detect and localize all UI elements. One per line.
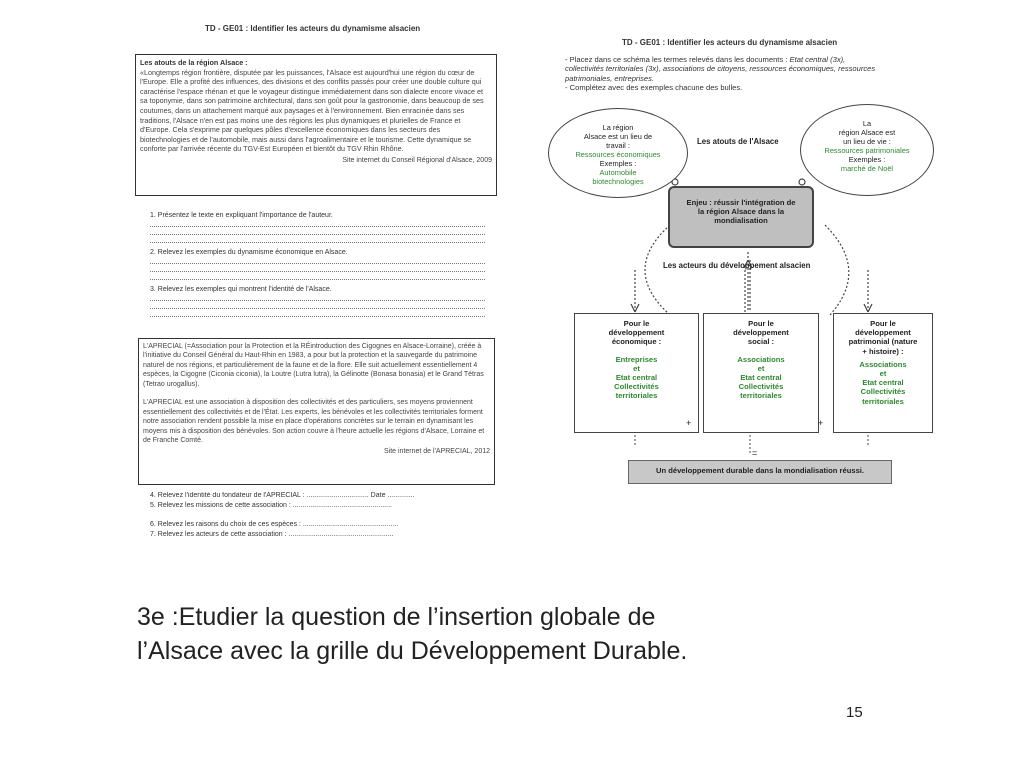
actor-economic-g1: Entreprises	[615, 354, 658, 364]
cloud-work-example-2: biotechnologies	[592, 177, 644, 186]
slide-caption-line2: l’Alsace avec la grille du Développement Durable.	[137, 637, 688, 665]
enjeu-line2: la région Alsace dans la	[697, 207, 785, 216]
cloud-work-resource: Ressources économiques	[575, 150, 661, 159]
cloud-life-line1: La	[862, 119, 872, 128]
enjeu-line1: Enjeu : réussir l'intégration de	[686, 198, 796, 207]
cloud-life-examples: Exemples :	[848, 155, 886, 164]
actor-social-g2: et	[757, 363, 765, 373]
question-6: 6. Relevez les raisons du choix de ces espèces : .................................................	[150, 521, 399, 528]
actor-patrimonial-g2: et	[879, 369, 887, 379]
question-3: 3. Relevez les exemples qui montrent l'identité de l'Alsace.	[150, 286, 332, 293]
atouts-label: Les atouts de l'Alsace	[697, 137, 779, 146]
aprecial-source: Site internet de l'APRECIAL, 2012	[383, 448, 490, 456]
questions-block-a	[150, 212, 485, 317]
atouts-text: «Longtemps région frontière, disputée par les puissances, l'Alsace est aujourd'hui une région du cœur de l'Europe. Elle a profité des influences, des divisions et des conflits passés pour créer une double culture qui caractérise l'espace rhénan et que le voyageur distingue immédiatement dans son dialecte encore vivace et sa toponymie, dans son patrimoine architectural, dans son goût pour la gastronomie, dans beaucoup de ses coutumes, dans un attachement marqué aux paysages et à l'environnement. Bien enracinée dans ses traditions, l'Alsace n'en est pas moins une des régions les plus dynamiques et plurielles de France et d'Europe. Cela s'exprime par quelques pôles d'excellence économiques dans les secteurs des biotechnologies et de l'automobile, mais aussi dans l'agroalimentaire et le tourisme. Cette dynamique se conforte par l'arrivée récente du TGV-Est Européen et bientôt du TGV Rhin Rhône.	[140, 67, 484, 154]
actor-patrimonial-title3: patrimonial (nature	[848, 337, 918, 347]
actor-economic-title3: économique :	[611, 337, 662, 347]
actor-social-g4: Collectivités	[738, 382, 784, 392]
page-number: 15	[846, 704, 863, 721]
actor-box-patrimonial	[833, 313, 933, 433]
question-5: 5. Relevez les missions de cette association : ...................................................	[150, 502, 392, 509]
actor-patrimonial-g5: territoriales	[862, 396, 904, 406]
cloud-life-line3: un lieu de vie :	[843, 137, 891, 146]
actor-economic-title2: développement	[608, 328, 665, 338]
actor-economic-title1: Pour le	[623, 319, 650, 328]
cloud-work-example-1: Automobile	[599, 168, 637, 177]
cloud-bubble-work	[548, 108, 688, 198]
aprecial-text-box	[138, 338, 495, 485]
conclusion-box: Un développement durable dans la mondialisation réussi.	[628, 460, 892, 484]
actor-economic-g4: Collectivités	[614, 382, 659, 392]
atouts-title: Les atouts de la région Alsace :	[140, 58, 248, 67]
actor-social-title2: développement	[733, 328, 789, 338]
right-sheet-header: TD - GE01 : Identifier les acteurs du dynamisme alsacien	[622, 38, 838, 47]
actor-patrimonial-title4: + histoire) :	[862, 346, 904, 356]
actor-box-economic	[574, 313, 699, 433]
enjeu-line3: mondialisation	[714, 216, 768, 225]
enjeu-box	[668, 186, 814, 248]
atouts-source: Site internet du Conseil Régional d'Alsace, 2009	[342, 156, 492, 164]
aprecial-text-1: L'APRECIAL (=Association pour la Protection et la RÉintroduction des Cigognes en Alsace-Lorraine), créée à l'initiative du Conseil Général du Haut-Rhin en 1983, a pour but la protection et la sauvegarde du patrimoine naturel de nos régions, et particulièrement de la faune et de la flore. Elle suit actuellement essentiellement 4 espèces, la Cigogne (Ciconia ciconia), la Loutre (Lutra lutra), la Gélinotte (Bonasa bonasia) et le Grand Tétras (Tetrao urogallus).	[143, 343, 484, 388]
cloud-bubble-life	[800, 104, 934, 196]
actor-patrimonial-title1: Pour le	[870, 319, 896, 328]
left-sheet-header: TD - GE01 : Identifier les acteurs du dynamisme alsacien	[205, 24, 421, 33]
slide-caption	[137, 600, 957, 668]
actor-patrimonial-g1: Associations	[859, 359, 907, 369]
instruction-line-1-italic: Etat central (3x),	[789, 55, 846, 64]
actor-economic-g3: Etat central	[615, 373, 658, 383]
question-7: 7. Relevez les acteurs de cette association : ......................................................	[150, 531, 394, 538]
actor-patrimonial-title2: développement	[855, 328, 911, 338]
instruction-line-2: collectivités territoriales (3x), associations de citoyens, ressources économiques, ressources patrimoniales, entreprises.	[565, 64, 876, 83]
question-2: 2. Relevez les exemples du dynamisme économique en Alsace.	[150, 249, 348, 256]
cloud-life-example-1: marché de Noël	[840, 164, 894, 173]
instruction-line-1: - Placez dans ce schéma les termes relevés dans les documents :	[565, 55, 790, 64]
plus-sign-1: +	[686, 418, 692, 428]
actor-economic-g2: et	[633, 363, 640, 373]
actor-economic-g5: territoriales	[615, 391, 658, 401]
question-1: 1. Présentez le texte en expliquant l'importance de l'auteur.	[150, 212, 333, 219]
cloud-life-line2: région Alsace est	[838, 128, 896, 137]
aprecial-text-2: L'APRECIAL est une association à disposition des collectivités et des particuliers, ses moyens proviennent essentiellement des collectivités et de l'État. Les experts, les bénévoles et les collectivités territoriales forment notre association rendent possible la mise en place d'opérations concrètes sur le terrain en dynamisant les moyens mis à disposition des bénévoles. Son action couvre à l'heure actuelle les régions d'Alsace, Lorraine et de Franche Comté.	[143, 399, 485, 445]
cloud-work-line2: Alsace est un lieu de	[583, 132, 653, 141]
actor-social-title3: social :	[747, 337, 775, 347]
questions-block-b	[150, 492, 490, 538]
actor-social-g3: Etat central	[740, 373, 782, 383]
actor-patrimonial-g3: Etat central	[862, 378, 904, 388]
actor-social-g5: territoriales	[740, 391, 782, 401]
actor-patrimonial-g4: Collectivités	[860, 387, 906, 397]
diagram-instructions	[565, 55, 900, 93]
atouts-text-box	[135, 54, 497, 196]
instruction-line-3: - Complétez avec des exemples chacune des bulles.	[565, 83, 743, 93]
cloud-work-line3: travail :	[606, 141, 630, 150]
equals-sign: =	[752, 448, 758, 458]
cloud-work-line1: La région	[602, 123, 634, 132]
acteurs-label: Les acteurs du développement alsacien	[663, 261, 811, 270]
cloud-life-resource: Ressources patrimoniales	[824, 146, 910, 155]
cloud-work-examples: Exemples :	[599, 159, 637, 168]
actor-social-g1: Associations	[737, 354, 785, 364]
plus-sign-2: +	[818, 418, 824, 428]
slide-caption-line1: 3e :Etudier la question de l’insertion globale de	[137, 603, 656, 631]
actor-box-social	[703, 313, 819, 433]
actor-social-title1: Pour le	[748, 319, 774, 328]
question-4: 4. Relevez l'identité du fondateur de l'APRECIAL : ................................ Date ..............	[150, 492, 415, 499]
